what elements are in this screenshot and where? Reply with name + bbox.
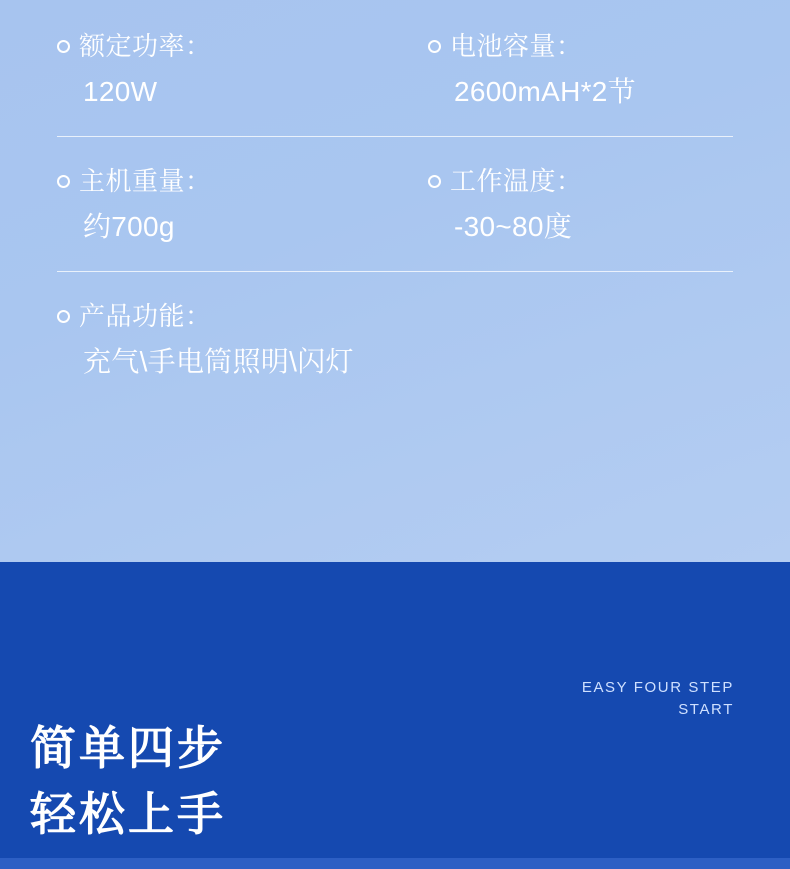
spec-value-text: -30~80度 xyxy=(454,211,573,242)
bottom-strip xyxy=(0,858,790,869)
spec-label-text: 额定功率： xyxy=(79,31,212,61)
spec-label-text: 电池容量： xyxy=(450,31,583,61)
spec-value-text: 2600mAH*2节 xyxy=(454,76,636,107)
circle-bullet-icon xyxy=(57,40,70,53)
spec-item-rated-power xyxy=(57,28,395,112)
banner-english-subtitle xyxy=(582,677,734,721)
spec-label xyxy=(57,298,733,334)
banner-heading-line1: 简单四步 xyxy=(30,722,226,775)
spec-item-product-functions xyxy=(57,298,733,382)
banner-english-line2: START xyxy=(678,701,734,718)
spec-row xyxy=(57,163,733,247)
divider xyxy=(57,271,733,272)
divider xyxy=(57,136,733,137)
spec-label xyxy=(57,163,395,199)
spec-value-text: 约700g xyxy=(83,211,175,242)
spec-row xyxy=(57,28,733,112)
spec-item-unit-weight xyxy=(57,163,395,247)
banner-heading-line2: 轻松上手 xyxy=(30,788,226,841)
spec-label xyxy=(57,28,395,64)
spec-item-battery-capacity xyxy=(395,28,733,112)
spec-label-text: 工作温度： xyxy=(450,166,583,196)
banner-english-line1: EASY FOUR STEP xyxy=(581,679,734,696)
spec-label-text: 产品功能： xyxy=(79,301,212,331)
spec-value-text: 120W xyxy=(83,76,158,107)
banner-heading xyxy=(30,715,226,847)
circle-bullet-icon xyxy=(428,40,441,53)
steps-banner xyxy=(0,562,790,858)
spec-label xyxy=(428,28,733,64)
spec-item-working-temperature xyxy=(395,163,733,247)
specifications-grid xyxy=(57,28,733,382)
spec-row xyxy=(57,298,733,382)
circle-bullet-icon xyxy=(57,175,70,188)
circle-bullet-icon xyxy=(428,175,441,188)
spec-label xyxy=(428,163,733,199)
circle-bullet-icon xyxy=(57,310,70,323)
spec-label-text: 主机重量： xyxy=(79,166,212,196)
spec-value-text: 充气\手电筒照明\闪灯 xyxy=(83,346,354,377)
